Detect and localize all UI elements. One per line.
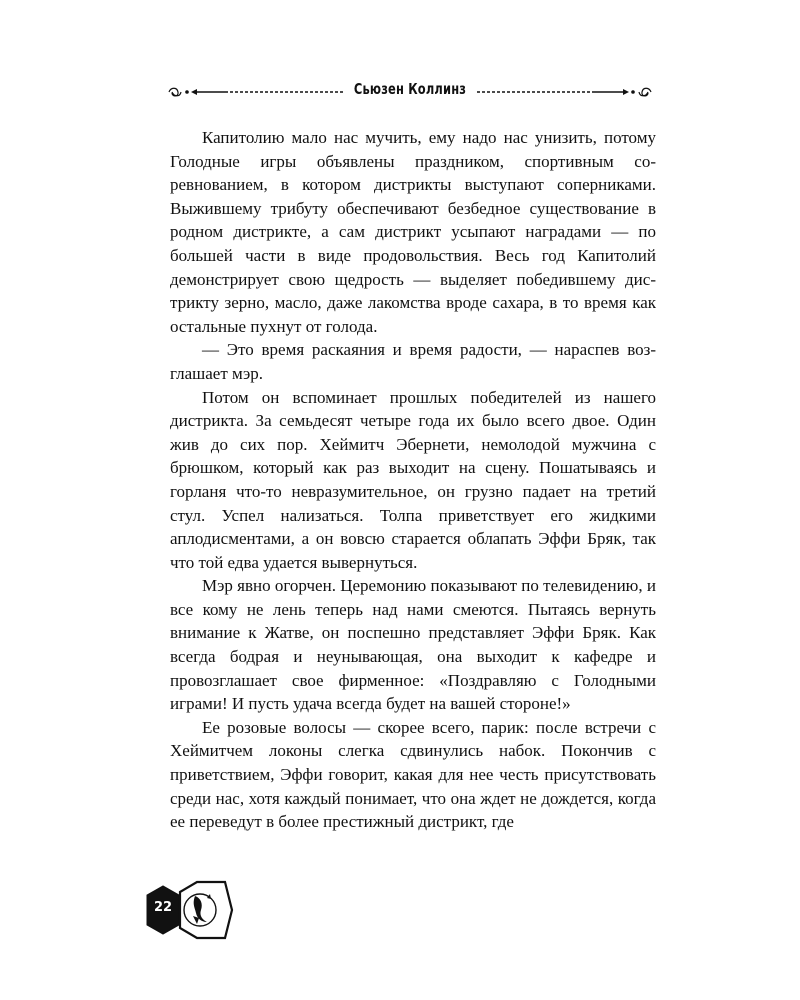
emblem-hexagon (180, 882, 232, 938)
paragraph: Ее розовые волосы — скорее всего, парик: после встречи с Хеймитчем локоны слегка сдвинулись набок. Покончив с приветствием, Эффи говорит, какая для нее честь присутствовать среди нас, хотя каждый понимает, что она ждет не дождется, когда ее переведут в более престижный дистрикт, где (170, 717, 656, 832)
paragraph: Капитолию мало нас мучить, ему надо нас унизить, потому Голодные игры объявлены праздником, спортивным соревнованием, в котором дистрикты выступают соперниками. Выжившему трибуту обеспечивают безбедное существование в родном дистрикте, а сам дистрикт усыпают наградами — по большей части в виде продовольствия. Весь год Капитолий демонстрирует свою щедрость — выделяет победившему дистрикту зерно, масло, даже лакомства вроде сахара, в то время как остальные пухнут от голода. (170, 128, 656, 336)
page-folio (135, 880, 235, 940)
paragraph: Потом он вспоминает прошлых победителей из нашего дистрикта. За семьдесят четыре года их было всего двое. Один жив до сих пор. Хеймитч Эбернети, немолодой мужчина с брюшком, который как раз выходит на сцену. Пошатываясь и горланя что-то невразумительное, он грузно падает на третий стул. Успел нализаться. Толпа приветствует его жидкими аплодисментами, а он вовсю старается облапать Эффи Бряк, так что той едва удается вывернуться. (170, 387, 656, 572)
page-number: 22 (153, 900, 173, 915)
running-head-author: Сьюзен Коллинз (353, 80, 467, 98)
right-flourish-icon (475, 84, 655, 100)
body-text (170, 126, 656, 834)
running-head (165, 80, 655, 104)
paragraph: — Это время раскаяния и время радости, — нараспев возглашает мэр. (170, 340, 656, 383)
paragraph: Мэр явно огорчен. Церемонию показывают по телевидению, и все кому не лень теперь над нами смеются. Пытаясь вернуть внимание к Жатве, он поспешно представляет Эффи Бряк. Как всегда бодрая и неунывающая, она выходит к кафедре и провозглашает свое фирменное: «Поздравляю с Голодными играми! И пусть удача всегда будет на вашей стороне!» (170, 576, 656, 714)
